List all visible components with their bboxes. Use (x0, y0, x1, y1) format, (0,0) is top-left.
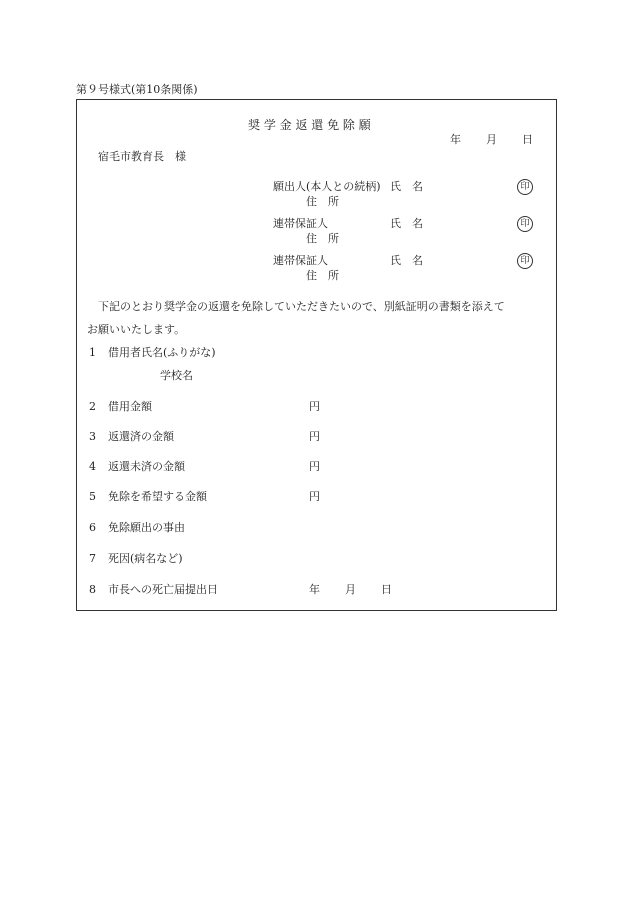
form-number: 第９号様式(第10条関係) (76, 83, 198, 96)
date-day-label: 日 (522, 133, 533, 146)
item-8-label: 市長への死亡届提出日 (108, 583, 218, 596)
form-title: 奨 学 金 返 還 免 除 願 (248, 118, 371, 132)
item-8-number: 8 (89, 583, 96, 596)
item-4-number: 4 (89, 460, 96, 473)
date-month-label: 月 (486, 133, 497, 146)
request-body-line-2: お願いいたします。 (87, 323, 186, 336)
item-3-number: 3 (89, 430, 96, 443)
request-body-line-1: 下記のとおり奨学金の返還を免除していただきたいので、別紙証明の書類を添えて (98, 300, 505, 313)
item-5-number: 5 (89, 490, 96, 503)
item-1-label: 借用者氏名(ふりがな) (108, 346, 216, 359)
item-8-day-label: 日 (381, 583, 392, 596)
item-1-number: 1 (89, 346, 96, 359)
item-3-label: 返還済の金額 (108, 430, 174, 443)
guarantor-1-name-label: 氏 名 (390, 217, 423, 230)
guarantor-1-address-label: 住 所 (306, 232, 339, 245)
guarantor-1-seal-mark: 印 (517, 216, 533, 232)
item-3-yen: 円 (309, 430, 320, 443)
item-2-number: 2 (89, 400, 96, 413)
item-6-label: 免除願出の事由 (108, 521, 185, 534)
item-1-school-label: 学校名 (160, 369, 193, 382)
guarantor-1-role: 連帯保証人 (273, 217, 328, 230)
item-2-yen: 円 (309, 400, 320, 413)
item-8-year-label: 年 (309, 583, 320, 596)
applicant-role: 願出人(本人との続柄) (273, 180, 381, 193)
item-6-number: 6 (89, 521, 96, 534)
item-8-month-label: 月 (345, 583, 356, 596)
guarantor-2-name-label: 氏 名 (390, 254, 423, 267)
item-7-label: 死因(病名など) (108, 552, 183, 565)
guarantor-2-address-label: 住 所 (306, 269, 339, 282)
item-5-label: 免除を希望する金額 (108, 490, 207, 503)
applicant-name-label: 氏 名 (390, 180, 423, 193)
guarantor-2-seal-mark: 印 (517, 253, 533, 269)
item-2-label: 借用金額 (108, 400, 152, 413)
item-4-label: 返還未済の金額 (108, 460, 185, 473)
guarantor-2-role: 連帯保証人 (273, 254, 328, 267)
applicant-address-label: 住 所 (306, 195, 339, 208)
addressee: 宿毛市教育長 様 (98, 150, 186, 163)
item-7-number: 7 (89, 552, 96, 565)
applicant-seal-mark: 印 (517, 179, 533, 195)
date-year-label: 年 (450, 133, 461, 146)
item-4-yen: 円 (309, 460, 320, 473)
item-5-yen: 円 (309, 490, 320, 503)
